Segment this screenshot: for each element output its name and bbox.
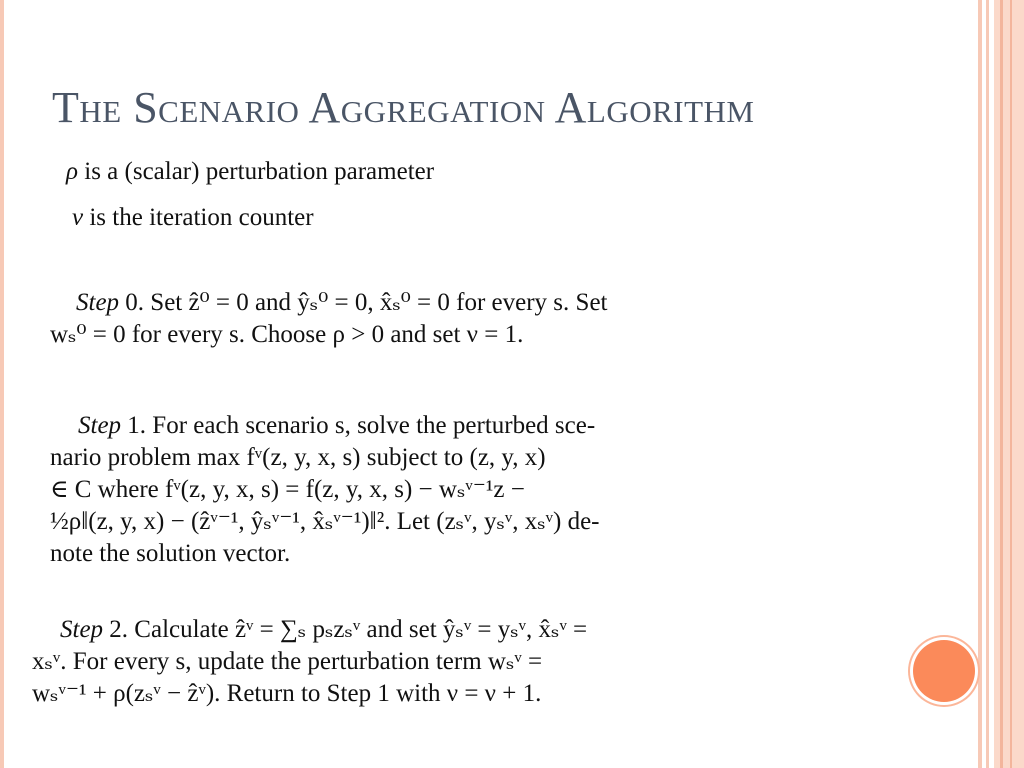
step-0-line: Step 0. Set ẑ⁰ = 0 and ŷₛ⁰ = 0, x̂ₛ⁰ = 0 for every s. Set — [76, 289, 608, 316]
definition-rho — [66, 158, 434, 186]
right-border-band — [994, 0, 1024, 768]
step-2-line: wₛᵛ⁻¹ + ρ(zₛᵛ − ẑᵛ). Return to Step 1 with ν = ν + 1. — [32, 680, 542, 707]
step-label: Step — [76, 289, 120, 316]
step-1-line: ½ρ‖(z, y, x) − (ẑᵛ⁻¹, ŷₛᵛ⁻¹, x̂ₛᵛ⁻¹)‖². Let (zₛᵛ, yₛᵛ, xₛᵛ) de- — [50, 508, 600, 535]
step-2-line: Step 2. Calculate ẑᵛ = ∑ₛ pₛzₛᵛ and set ŷₛᵛ = yₛᵛ, x̂ₛᵛ = — [60, 616, 588, 643]
right-border-stripe — [986, 0, 989, 768]
step-2-line: xₛᵛ. For every s, update the perturbation term wₛᵛ = — [32, 648, 543, 675]
slide-title: The Scenario Aggregation Algorithm — [52, 83, 755, 132]
step-2 — [32, 614, 587, 710]
definition-text: is the iteration counter — [89, 204, 314, 231]
definition-symbol: ν — [72, 204, 84, 231]
step-1-line: note the solution vector. — [50, 540, 291, 567]
right-border-stripe — [1000, 0, 1003, 768]
right-border-stripe — [1010, 0, 1012, 768]
step-label: Step — [78, 412, 122, 439]
step-1-line: nario problem max fᵛ(z, y, x, s) subject to (z, y, x) — [50, 444, 546, 471]
definition-text: is a (scalar) perturbation parameter — [84, 158, 435, 185]
right-border-stripe — [978, 0, 982, 768]
step-1-line: ∈ C where fᵛ(z, y, x, s) = f(z, y, x, s) − wₛᵛ⁻¹z − — [50, 476, 525, 503]
step-1-line: Step 1. For each scenario s, solve the perturbed sce- — [78, 412, 596, 439]
definition-symbol: ρ — [66, 158, 78, 185]
step-1 — [50, 410, 600, 570]
step-0 — [50, 287, 608, 351]
step-label: Step — [60, 616, 104, 643]
decorative-circle — [913, 640, 975, 702]
definition-nu — [72, 204, 314, 232]
left-border — [0, 0, 4, 768]
step-0-line: wₛ⁰ = 0 for every s. Choose ρ > 0 and set ν = 1. — [50, 321, 524, 348]
